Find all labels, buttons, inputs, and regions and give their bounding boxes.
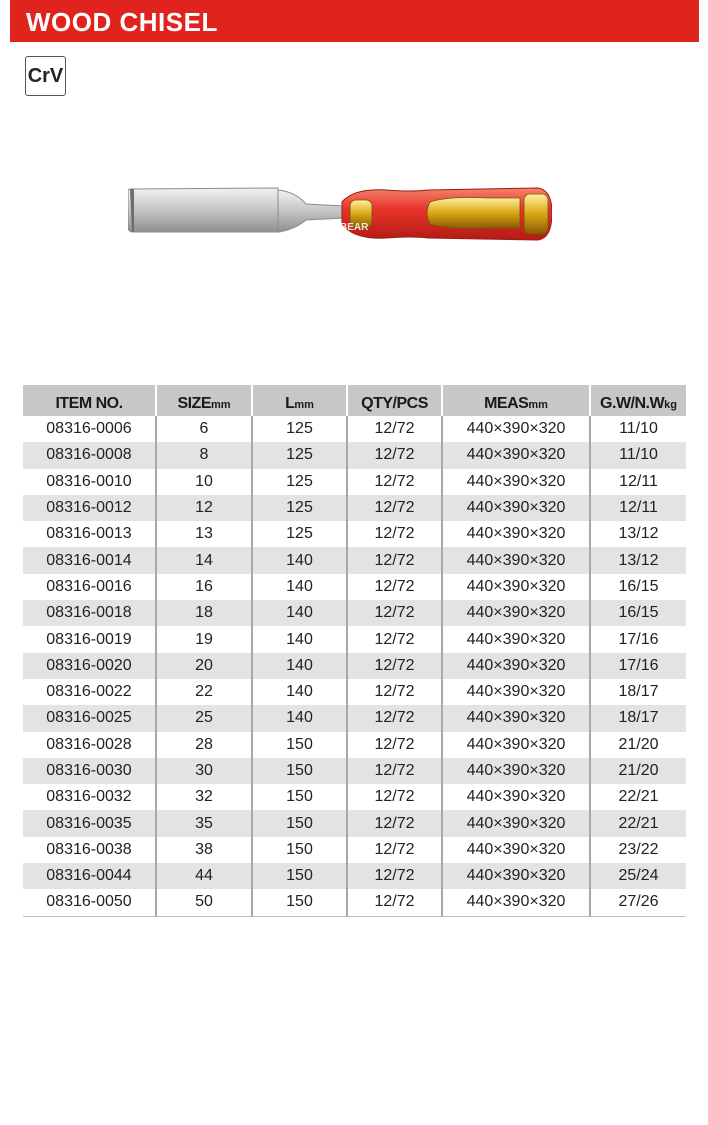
crv-material-badge: CrV	[25, 56, 66, 96]
cell-size: 50	[156, 889, 252, 916]
cell-item-no: 08316-0018	[23, 600, 156, 626]
cell-qty: 12/72	[347, 521, 442, 547]
cell-meas: 440×390×320	[442, 810, 590, 836]
cell-size: 6	[156, 416, 252, 442]
cell-size: 25	[156, 705, 252, 731]
cell-item-no: 08316-0038	[23, 837, 156, 863]
spec-table	[23, 385, 686, 917]
header-unit: mm	[528, 399, 548, 411]
cell-meas: 440×390×320	[442, 626, 590, 652]
cell-item-no: 08316-0032	[23, 784, 156, 810]
table-row	[23, 863, 686, 889]
cell-meas: 440×390×320	[442, 837, 590, 863]
cell-weight: 21/20	[590, 758, 686, 784]
cell-item-no: 08316-0014	[23, 547, 156, 573]
cell-item-no: 08316-0010	[23, 469, 156, 495]
table-row	[23, 679, 686, 705]
cell-qty: 12/72	[347, 495, 442, 521]
cell-qty: 12/72	[347, 574, 442, 600]
cell-item-no: 08316-0016	[23, 574, 156, 600]
table-row	[23, 521, 686, 547]
header-qty	[347, 385, 442, 416]
cell-length: 125	[252, 495, 347, 521]
cell-length: 140	[252, 574, 347, 600]
cell-item-no: 08316-0006	[23, 416, 156, 442]
cell-weight: 17/16	[590, 653, 686, 679]
header-unit: mm	[211, 399, 231, 411]
cell-qty: 12/72	[347, 442, 442, 468]
title-banner	[10, 0, 699, 42]
table-row	[23, 837, 686, 863]
header-label: ITEM NO.	[55, 395, 123, 412]
cell-meas: 440×390×320	[442, 442, 590, 468]
cell-meas: 440×390×320	[442, 732, 590, 758]
table-row	[23, 469, 686, 495]
cell-qty: 12/72	[347, 600, 442, 626]
cell-weight: 12/11	[619, 472, 658, 490]
cell-size: 28	[156, 732, 252, 758]
chisel-bolster	[278, 190, 344, 232]
cell-qty: 12/72	[347, 547, 442, 573]
cell-qty: 12/72	[347, 863, 442, 889]
cell-length: 150	[252, 810, 347, 836]
cell-weight: 13/12	[618, 525, 659, 543]
cell-weight: 16/15	[590, 600, 686, 626]
handle-brand-text: BEAR	[340, 222, 369, 233]
cell-weight: 11/10	[619, 420, 658, 438]
cell-length: 140	[252, 600, 347, 626]
cell-length: 140	[252, 547, 347, 573]
cell-qty: 12/72	[347, 889, 442, 916]
cell-meas: 440×390×320	[442, 784, 590, 810]
cell-meas: 440×390×320	[442, 495, 590, 521]
table-row	[23, 810, 686, 836]
header-item-no	[23, 385, 156, 416]
cell-weight: 18/17	[590, 705, 686, 731]
cell-item-no: 08316-0044	[23, 863, 156, 889]
table-row	[23, 784, 686, 810]
cell-length: 150	[252, 784, 347, 810]
table-row	[23, 574, 686, 600]
cell-item-no: 08316-0022	[23, 679, 156, 705]
cell-qty: 12/72	[347, 837, 442, 863]
cell-meas: 440×390×320	[442, 416, 590, 442]
table-row	[23, 600, 686, 626]
cell-item-no: 08316-0020	[23, 653, 156, 679]
table-row	[23, 732, 686, 758]
table-row	[23, 889, 686, 916]
header-label: QTY/PCS	[361, 395, 428, 412]
cell-meas: 440×390×320	[442, 679, 590, 705]
cell-meas: 440×390×320	[442, 653, 590, 679]
cell-length: 150	[252, 758, 347, 784]
cell-size: 18	[156, 600, 252, 626]
cell-qty: 12/72	[347, 732, 442, 758]
cell-size: 38	[156, 837, 252, 863]
cell-size: 20	[156, 653, 252, 679]
cell-item-no: 08316-0019	[23, 626, 156, 652]
cell-meas: 440×390×320	[442, 547, 590, 573]
cell-size: 14	[156, 547, 252, 573]
header-meas	[442, 385, 590, 416]
cell-size: 22	[156, 679, 252, 705]
cell-weight: 12/11	[590, 495, 686, 521]
cell-meas: 440×390×320	[442, 469, 590, 495]
cell-size: 44	[156, 863, 252, 889]
cell-size: 32	[156, 784, 252, 810]
cell-item-no: 08316-0035	[23, 810, 156, 836]
chisel-handle	[340, 188, 552, 240]
page-title: WOOD CHISEL	[26, 7, 218, 37]
cell-meas: 440×390×320	[442, 705, 590, 731]
header-label: MEAS	[484, 395, 529, 412]
cell-qty: 12/72	[347, 416, 442, 442]
cell-size: 10	[156, 469, 252, 495]
cell-qty: 12/72	[347, 810, 442, 836]
cell-qty: 12/72	[347, 469, 442, 495]
wood-chisel-image	[128, 180, 552, 248]
cell-length: 125	[252, 521, 347, 547]
cell-size: 12	[156, 495, 252, 521]
cell-length: 125	[252, 416, 347, 442]
cell-length: 150	[252, 732, 347, 758]
cell-qty: 12/72	[347, 626, 442, 652]
cell-weight: 13/12	[590, 547, 686, 573]
cell-qty: 12/72	[347, 758, 442, 784]
cell-item-no: 08316-0012	[23, 495, 156, 521]
cell-length: 150	[252, 863, 347, 889]
cell-length: 140	[252, 679, 347, 705]
cell-length: 140	[252, 626, 347, 652]
cell-weight: 23/22	[618, 840, 659, 858]
cell-meas: 440×390×320	[442, 521, 590, 547]
cell-qty: 12/72	[347, 679, 442, 705]
cell-weight: 25/24	[590, 863, 686, 889]
table-row	[23, 442, 686, 468]
table-row	[23, 416, 686, 442]
cell-size: 35	[156, 810, 252, 836]
cell-length: 140	[252, 705, 347, 731]
cell-length: 140	[252, 653, 347, 679]
header-weight	[590, 385, 686, 416]
table-row	[23, 626, 686, 652]
cell-item-no: 08316-0025	[23, 705, 156, 731]
table-row	[23, 495, 686, 521]
cell-size: 19	[156, 626, 252, 652]
cell-size: 13	[156, 521, 252, 547]
cell-weight: 17/16	[618, 630, 659, 648]
cell-qty: 12/72	[347, 705, 442, 731]
chisel-blade	[128, 188, 280, 232]
cell-item-no: 08316-0050	[23, 889, 156, 916]
table-row	[23, 705, 686, 731]
cell-item-no: 08316-0013	[23, 521, 156, 547]
cell-weight: 16/15	[618, 577, 659, 595]
header-length	[252, 385, 347, 416]
table-row	[23, 653, 686, 679]
cell-length: 125	[252, 442, 347, 468]
cell-meas: 440×390×320	[442, 889, 590, 916]
cell-weight: 11/10	[590, 442, 686, 468]
cell-weight: 27/26	[590, 889, 686, 916]
cell-weight: 22/21	[618, 788, 659, 806]
header-size	[156, 385, 252, 416]
header-label: L	[285, 395, 295, 412]
header-label: G.W/N.W	[600, 395, 665, 412]
cell-meas: 440×390×320	[442, 863, 590, 889]
cell-weight: 22/21	[590, 810, 686, 836]
cell-size: 16	[156, 574, 252, 600]
cell-qty: 12/72	[347, 784, 442, 810]
cell-weight: 18/17	[618, 683, 659, 701]
cell-qty: 12/72	[347, 653, 442, 679]
cell-size: 30	[156, 758, 252, 784]
cell-meas: 440×390×320	[442, 600, 590, 626]
cell-length: 150	[252, 889, 347, 916]
cell-item-no: 08316-0028	[23, 732, 156, 758]
table-row	[23, 758, 686, 784]
cell-item-no: 08316-0008	[23, 442, 156, 468]
table-header-row	[23, 385, 686, 416]
cell-weight: 21/20	[618, 735, 659, 753]
cell-length: 125	[252, 469, 347, 495]
cell-item-no: 08316-0030	[23, 758, 156, 784]
header-unit: kg	[664, 399, 677, 411]
cell-size: 8	[156, 442, 252, 468]
table-row	[23, 547, 686, 573]
header-unit: mm	[294, 399, 314, 411]
cell-length: 150	[252, 837, 347, 863]
cell-meas: 440×390×320	[442, 758, 590, 784]
header-label: SIZE	[177, 395, 211, 412]
cell-meas: 440×390×320	[442, 574, 590, 600]
